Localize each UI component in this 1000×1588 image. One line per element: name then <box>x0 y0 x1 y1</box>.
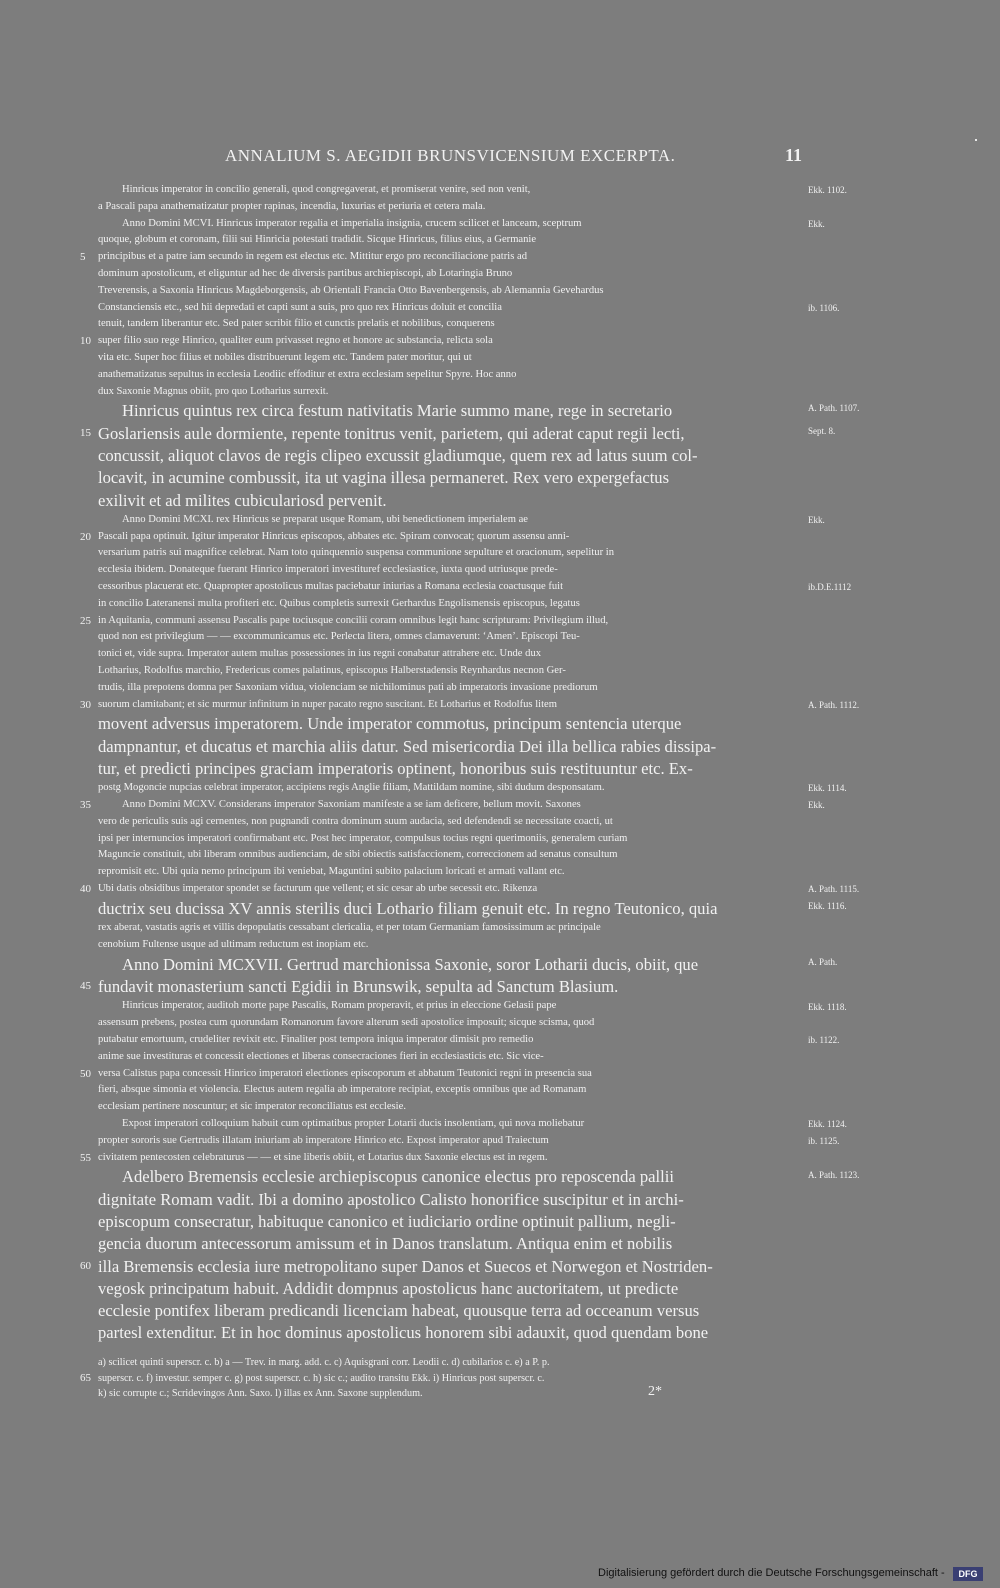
text-line: Hinricus imperator in concilio generali, quod congregaverat, et promiserat venire, sed non venit, <box>122 184 531 195</box>
text-line: cenobium Fultense usque ad ultimam reductum est inopiam etc. <box>98 938 369 950</box>
text-line: ecclesiam pertinere noscuntur; et sic imperator reconciliatus est ecclesie. <box>98 1101 406 1113</box>
text-line: Hinricus imperator, auditoh morte pape Pascalis, Romam properavit, et prius in eleccione Gelasii pape <box>122 1000 557 1012</box>
text-line: trudis, illa prepotens domna per Saxoniam vidua, violenciam se nichilominus pati ab imperatoris invasione prediorum <box>98 681 598 693</box>
text-line: exilivit et ad milites cubiculariosd pervenit. <box>98 490 387 510</box>
text-line: vegosk principatum habuit. Addidit dompnus apostolicus hanc auctoritatem, ut predicte <box>98 1278 679 1298</box>
text-line: postg Mogoncie nupcias celebrat imperator, accipiens regis Anglie filiam, Mattildam nomine, sibi dudum desponsatam. <box>98 782 605 794</box>
text-line: quod non est privilegium — — excommunicamus etc. Perlecta litera, omnes clamaverunt: ‘Amen’. Episcopi Teu- <box>98 631 580 643</box>
text-line: ecclesia ibidem. Donateque fuerant Hinrico imperatori investituref ecclesiastice, iuxta quod utriusque prede- <box>98 564 558 576</box>
text-line: Constanciensis etc., sed hii depredati et capti sunt a suis, pro quo rex Hinricus doluit et concilia <box>98 301 502 313</box>
text-line: cessoribus placuerat etc. Quapropter apostolicus multas paciebatur iniurias a Romana ecclesia coactusque fuit <box>98 581 564 593</box>
text-line: Adelbero Bremensis ecclesie archiepiscopus canonice electus pro reposcenda pallii <box>122 1167 674 1187</box>
line-number: 5 <box>80 251 86 264</box>
margin-note: A. Path. 1123. <box>808 1169 860 1180</box>
margin-note: A. Path. 1115. <box>808 884 860 895</box>
margin-note: Sept. 8. <box>808 425 836 436</box>
text-line: ipsi per internuncios imperatori confirmabant etc. Post hec imperator, compulsus tocius regni querimoniis, generalem curiam <box>98 832 628 844</box>
margin-note: ib. 1125. <box>808 1135 840 1146</box>
text-line: tur, et predicti principes graciam imperatoris optinent, honoribus suis restituuntur etc. Ex- <box>98 759 693 778</box>
text-line: Maguncie constituit, ubi liberam omnibus audienciam, de sibi obiectis satisfaccionem, correccionem ad senatus consultum <box>98 849 618 861</box>
text-line: quoque, globum et coronam, filii sui Hinricia potestati tradidit. Sicque Hinricus, filius eius, a Germanie <box>98 234 537 246</box>
margin-note: Ekk. <box>808 218 825 229</box>
text-line: concussit, aliquot clavos de regis clipeo excussit gladiumque, quem rex ad latus suum col- <box>98 445 698 465</box>
margin-note: Ekk. 1118. <box>808 1001 847 1012</box>
text-line: dampnantur, et ducatus et marchia aliis datur. Sed misericordia Dei illa bellica rabies dissipa- <box>98 736 717 756</box>
running-header <box>90 146 802 170</box>
footnote-line: a) scilicet quinti superscr. c. b) a — Trev. in marg. add. c. c) Aquisgrani corr. Leodii c. d) cubilarios c. e) a P. p. <box>98 1357 550 1368</box>
text-line: Anno Domini MCXVII. Gertrud marchionissa Saxonie, soror Lotharii ducis, obiit, que <box>122 954 699 974</box>
text-line: a Pascali papa anathematizatur propter rapinas, incendia, luxurias et periuria et cetera mala. <box>98 200 486 212</box>
text-line: Ubi datis obsidibus imperator spondet se facturum que vellent; et sic cesar ab urbe secessit etc. Rikenza <box>98 883 538 895</box>
text-line: movent adversus imperatorem. Unde imperator commotus, principum sentencia uterque <box>98 714 682 734</box>
line-number: 50 <box>80 1067 91 1080</box>
text-line: rex aberat, vastatis agris et villis depopulatis cessabant clericalia, et per totam Germaniam famosissimum ac principale <box>98 922 601 934</box>
text-line: dignitate Romam vadit. Ibi a domino apostolico Calisto honorifice suscipitur et in archi- <box>98 1189 684 1209</box>
line-number: 40 <box>80 883 91 896</box>
text-line: putabatur emortuum, crudeliter revixit etc. Finaliter post tempora iniqua imperator dimisit pro remedio <box>98 1033 534 1045</box>
text-line: Pascali papa optinuit. Igitur imperator Hinricus episcopos, abbates etc. Spiram convocat; quorum assensu anni- <box>98 530 570 542</box>
text-line: versarium patris sui magnifice celebrat. Nam toto quinquennio suspensa communione sepulture et oracionum, sepelitur in <box>98 547 615 559</box>
footer-text: Digitalisierung gefördert durch die Deutsche Forschungsgemeinschaft - <box>598 1567 945 1579</box>
margin-note: Ekk. 1116. <box>808 901 847 911</box>
line-number: 60 <box>80 1259 91 1272</box>
text-line: Expost imperatori colloquium habuit cum optimatibus propter Lotarii ducis insolentiam, qui nova moliebatur <box>122 1117 585 1129</box>
line-number: 45 <box>80 980 91 993</box>
text-line: repromisit etc. Ubi quia nemo principum ibi veniebat, Maguntini subito palacium loricati et armati vallant etc. <box>98 866 565 878</box>
margin-note: ib. 1122. <box>808 1035 840 1046</box>
digitization-footer <box>598 1567 998 1583</box>
text-line: ductrix seu ducissa XV annis sterilis duci Lothario filiam genuit etc. In regno Teutonico, quia <box>98 898 718 918</box>
footnote-line-number: 65 <box>80 1372 91 1384</box>
margin-note: A. Path. <box>808 956 838 967</box>
text-line: locavit, in acumine combussit, ita ut vagina illesa permaneret. Rex vero expergefactus <box>98 468 670 488</box>
line-number: 20 <box>80 530 91 543</box>
text-line: Hinricus quintus rex circa festum nativitatis Marie summo mane, rege in secretario <box>122 401 673 421</box>
text-line: principibus et a patre iam secundo in regem est electus etc. Mittitur ergo pro reconciliacione patris ad <box>98 251 527 263</box>
signature-mark: 2* <box>648 1384 662 1399</box>
footnote-line: superscr. c. f) investur. semper c. g) post superscr. c. h) sic c.; audito transitu Ekk. i) Hinricus post superscr. c. <box>98 1372 545 1384</box>
line-number: 30 <box>80 698 91 711</box>
text-line: suorum clamitabant; et sic murmur infinitum in nuper pacato regno suscitant. Et Lotharius et Rodolfus litem <box>98 698 557 710</box>
line-number: 25 <box>80 614 91 627</box>
text-line: anime sue investituras et concessit electiones et liberas consecraciones fieri in ecclesiasticis etc. Sic vice- <box>98 1050 544 1062</box>
text-line: anathematizatus sepultus in ecclesia Leodiic effoditur et extra ecclesiam sepelitur Spyre. Hoc anno <box>98 368 517 380</box>
margin-note: A. Path. 1107. <box>808 403 860 414</box>
line-number: 35 <box>80 799 91 812</box>
text-line: gencia duorum antecessorum amissum et in Danos translatum. Antiqua enim et nobilis <box>98 1234 673 1254</box>
text-line: dominum apostolicum, et eliguntur ad hec de diversis partibus archiepiscopi, ab Lotaringia Bruno <box>98 267 513 279</box>
main-text <box>98 182 802 1345</box>
text-line: illa Bremensis ecclesia iure metropolitano super Danos et Suecos et Norwegon et Nostriden- <box>98 1256 713 1276</box>
margin-note: ib.D.E.1112 <box>808 582 852 593</box>
text-line: propter sororis sue Gertrudis illatam iniuriam ab imperatore Hinrico etc. Expost imperator apud Traiectum <box>98 1134 549 1146</box>
line-number: 10 <box>80 335 91 348</box>
text-line: fundavit monasterium sancti Egidii in Brunswik, sepulta ad Sanctum Blasium. <box>98 977 619 997</box>
margin-note: Ekk. <box>808 514 825 525</box>
scan-speck <box>975 139 977 141</box>
text-line: tonici et, vide supra. Imperator autem multas possessiones in ius regni conabatur attrahere etc. Unde dux <box>98 648 542 660</box>
text-line: in Aquitania, communi assensu Pascalis pape tociusque concilii coram omnibus legit hanc scripturam: Privilegium illud, <box>98 614 609 626</box>
text-line: in concilio Lateranensi multa profiteri etc. Quibus completis surrexit Gerhardus Engolismensis episcopus, legatus <box>98 597 580 609</box>
text-line: Lotharius, Rodolfus marchio, Fredericus comes palatinus, episcopus Halberstadensis Reynhardus necnon Ger- <box>98 665 566 677</box>
page-title: ANNALIUM S. AEGIDII BRUNSVICENSIUM EXCERPTA. <box>225 146 676 165</box>
text-line: Anno Domini MCXV. Considerans imperator Saxoniam manifeste a se iam deficere, bellum movit. Saxones <box>122 799 581 811</box>
footnotes <box>98 1355 802 1402</box>
page-number: 11 <box>784 145 802 165</box>
text-line: vita etc. Super hoc filius et nobiles distribuerunt legem etc. Tandem pater moritur, qui ut <box>98 351 472 363</box>
text-line: partesl extenditur. Et in hoc dominus apostolicus honorem sibi adauxit, quod quendam bone <box>98 1323 709 1343</box>
text-line: Anno Domini MCVI. Hinricus imperator regalia et imperialia insignia, crucem scilicet et lanceam, sceptrum <box>122 217 582 229</box>
margin-note: Ekk. 1114. <box>808 783 847 794</box>
text-line: super filio suo rege Hinrico, qualiter eum privasset regno et honore ac substancia, relicta sola <box>98 335 493 347</box>
text-line: Goslariensis aule dormiente, repente tonitrus venit, parietem, qui aderat caput regii lecti, <box>98 423 685 443</box>
text-line: dux Saxonie Magnus obiit, pro quo Lotharius surrexit. <box>98 385 329 397</box>
text-line: assensum prebens, postea cum quorundam Romanorum favore alterum sedi apostolice imposuit; sicque scisma, quod <box>98 1017 595 1029</box>
dfg-logo: DFG <box>953 1567 983 1581</box>
footnote-line: k) sic corrupte c.; Scridevingos Ann. Saxo. l) illas ex Ann. Saxone supplendum. <box>98 1388 423 1400</box>
text-line: vero de periculis suis agi cernentes, non pugnandi contra dominum suum audacia, sed defendendi se necessitate coacti, ut <box>98 815 613 827</box>
line-number: 55 <box>80 1151 91 1164</box>
line-number: 15 <box>80 426 91 439</box>
margin-note: A. Path. 1112. <box>808 699 860 710</box>
text-line: Anno Domini MCXI. rex Hinricus se preparat usque Romam, ubi benedictionem imperialem ae <box>122 513 528 525</box>
text-line: episcopum consecratur, habituque canonico et iudiciario ordine optinuit pallium, negli- <box>98 1211 676 1231</box>
margin-note: Ekk. 1124. <box>808 1119 847 1130</box>
text-line: fieri, absque simonia et violencia. Electus autem regalia ab imperatore recipiat, exceptis omnibus que ad Romanam <box>98 1084 587 1096</box>
text-line: tenuit, tandem liberantur etc. Sed pater scribit filio et cunctis prelatis et nobilibus, conquerens <box>98 318 495 330</box>
margin-note: Ekk. <box>808 800 825 811</box>
text-line: versa Calistus papa concessit Hinrico imperatori electiones episcoporum et abbatum Teutonici regni in presencia sua <box>98 1067 592 1079</box>
margin-note: Ekk. 1102. <box>808 185 847 195</box>
text-line: Treverensis, a Saxonia Hinricus Magdeborgensis, ab Orientali Francia Otto Bavenbergensis, ab Alemannia Gevehardus <box>98 284 604 296</box>
margin-note: ib. 1106. <box>808 302 840 313</box>
text-line: ecclesie pontifex liberam predicandi licenciam habeat, quousque terra ad occeanum versus <box>98 1301 700 1321</box>
text-line: civitatem pentecosten celebraturus — — et sine liberis obiit, et Lotarius dux Saxonie electus est in regem. <box>98 1151 548 1163</box>
